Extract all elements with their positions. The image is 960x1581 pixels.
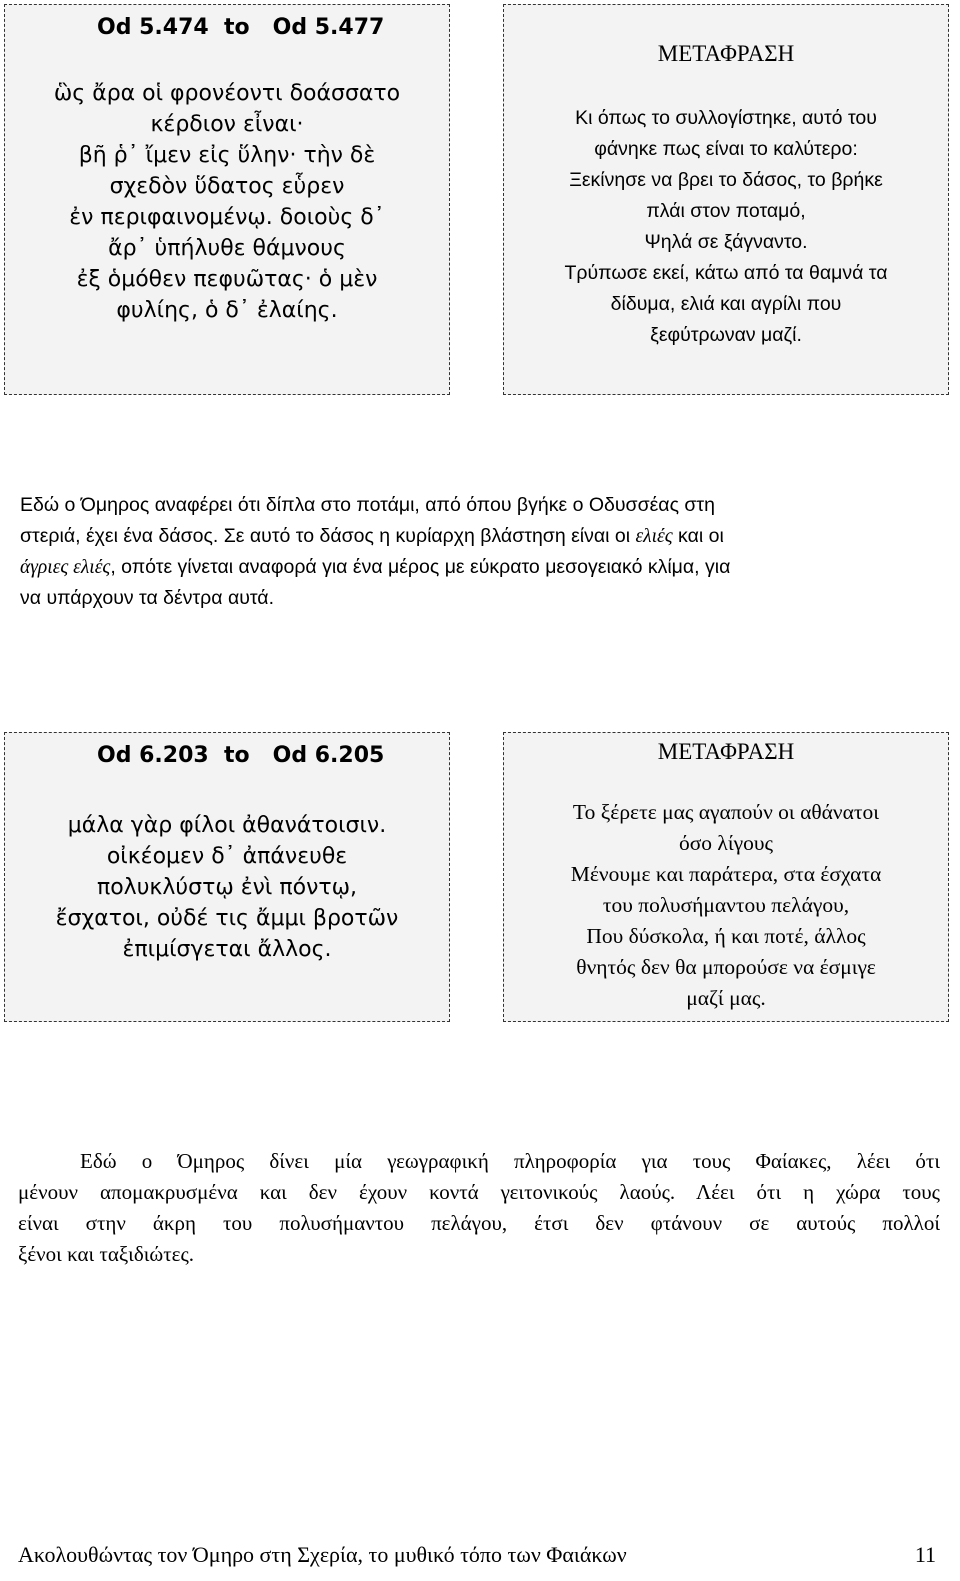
translation-line: Το ξέρετε μας αγαπούν οι αθάνατοι <box>572 800 880 824</box>
translation-line: Ξεκίνησε να βρει το δάσος, το βρήκε <box>569 169 883 191</box>
paragraph-line: Εδώ ο Όμηρος αναφέρει ότι δίπλα στο ποτάμι, από όπου βγήκε ο Οδυσσέας στη <box>20 494 715 516</box>
greek-line: φυλίης, ὁ δ᾽ ἐλαίης. <box>116 298 338 323</box>
greek-line: πολυκλύστῳ ἐνὶ πόντῳ, <box>96 875 358 900</box>
greek-line: ἐξ ὁμόθεν πεφυῶτας· ὁ μὲν <box>76 267 378 292</box>
verse-reference: Od 5.474 to Od 5.477 <box>97 15 385 40</box>
greek-line: μάλα γὰρ φίλοι ἀθανάτοισιν. <box>67 813 387 838</box>
translation-title: ΜΕΤΑΦΡΑΣΗ <box>657 739 795 764</box>
greek-line: κέρδιον εἶναι· <box>150 112 304 137</box>
translation-line: ξεφύτρωναν μαζί. <box>650 324 802 346</box>
verse-reference: Od 6.203 to Od 6.205 <box>97 743 385 768</box>
paragraph-line: ξένοι και ταξιδιώτες. <box>18 1242 195 1266</box>
translation-text <box>504 103 948 351</box>
commentary-paragraph-1 <box>20 490 940 614</box>
page-number: 11 <box>914 1542 936 1567</box>
translation-box-1 <box>503 4 949 395</box>
greek-line: σχεδὸν ὕδατος εὗρεν <box>109 174 345 199</box>
translation-line: Μένουμε και παράτερα, στα έσχατα <box>570 862 882 886</box>
translation-title: ΜΕΤΑΦΡΑΣΗ <box>657 41 795 66</box>
paragraph-text: στεριά, έχει ένα δάσος. Σε αυτό το δάσος η κυρίαρχη βλάστηση είναι οι <box>20 525 636 547</box>
footer-title: Ακολουθώντας τον Όμηρο στη Σχερία, το μυθικό τόπο των Φαιάκων <box>18 1542 627 1567</box>
translation-line: πλάι στον ποταμό, <box>646 200 806 222</box>
emphasis-text: άγριες ελιές <box>20 557 111 578</box>
page-footer <box>18 1542 936 1568</box>
translation-line: θνητός δεν θα μπορούσε να έσμιγε <box>576 955 876 979</box>
translation-line: του πολυσήμαντου πελάγου, <box>602 893 850 917</box>
greek-verse <box>5 810 449 965</box>
translation-line: Ψηλά σε ξάγναντο. <box>644 231 808 253</box>
translation-line: Τρύπωσε εκεί, κάτω από τα θαμνά τα <box>564 262 888 284</box>
translation-line: όσο λίγους <box>678 831 774 855</box>
paragraph-text: και οι <box>672 525 724 547</box>
paragraph-line <box>20 521 940 552</box>
translation-line: Κι όπως το συλλογίστηκε, αυτό του <box>575 107 877 129</box>
translation-box-2 <box>503 732 949 1022</box>
paragraph-line: να υπάρχουν τα δέντρα αυτά. <box>20 587 274 609</box>
greek-line: ἄρ᾽ ὑπήλυθε θάμνους <box>108 236 346 261</box>
greek-line: ἐπιμίσγεται ἄλλος. <box>122 937 332 962</box>
greek-text-box-1 <box>4 4 450 395</box>
greek-line: ὣς ἄρα οἱ φρονέοντι δοάσσατο <box>53 81 401 106</box>
translation-line: Που δύσκολα, ή και ποτέ, άλλος <box>586 924 866 948</box>
paragraph-line: Εδώ ο Όμηρος δίνει μία γεωγραφική πληροφορία για τους Φαίακες, λέει ότι <box>80 1149 940 1173</box>
greek-line: ἔσχατοι, οὐδέ τις ἄμμι βροτῶν <box>55 906 399 931</box>
commentary-paragraph-2 <box>18 1146 940 1270</box>
greek-line: ἐν περιφαινομένῳ. δοιοὺς δ᾽ <box>69 205 385 230</box>
paragraph-text: , οπότε γίνεται αναφορά για ένα μέρος με εύκρατο μεσογειακό κλίμα, για <box>110 556 731 578</box>
greek-line: βῆ ῥ᾽ ἴμεν εἰς ὕλην· τὴν δὲ <box>78 143 376 168</box>
translation-line: μαζί μας. <box>686 986 766 1010</box>
greek-verse <box>5 78 449 326</box>
translation-line: δίδυμα, ελιά και αγρίλι που <box>610 293 842 315</box>
paragraph-line: είναι στην άκρη του πολυσήμαντου πελάγου, έτσι δεν φτάνουν σε αυτούς πολλοί <box>18 1211 940 1235</box>
translation-line: φάνηκε πως είναι το καλύτερο: <box>594 138 858 160</box>
translation-text <box>504 797 948 1014</box>
greek-line: οἰκέομεν δ᾽ ἀπάνευθε <box>106 844 348 869</box>
greek-text-box-2 <box>4 732 450 1022</box>
paragraph-line <box>20 552 940 583</box>
paragraph-line: μένουν απομακρυσμένα και δεν έχουν κοντά γειτονικούς λαούς. Λέει ότι η χώρα τους <box>18 1180 940 1204</box>
emphasis-text: ελιές <box>635 526 673 547</box>
